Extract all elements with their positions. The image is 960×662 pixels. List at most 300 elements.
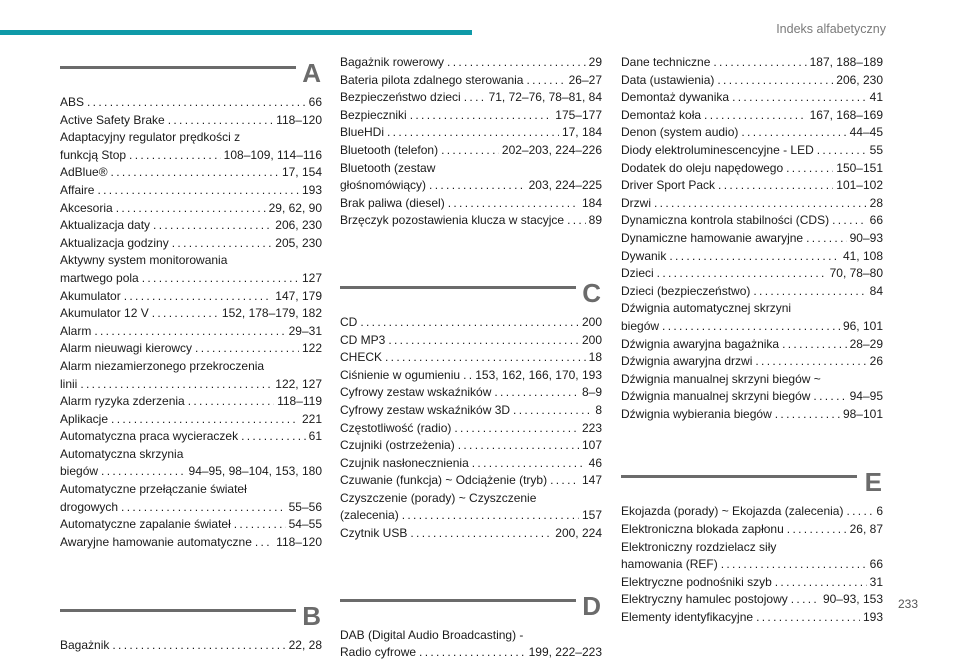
entry-page-reference[interactable]: 29 xyxy=(588,55,602,69)
section-letter: D xyxy=(582,590,601,621)
entry-line xyxy=(621,160,883,178)
entry-term: Aplikacje xyxy=(60,411,109,426)
dot-leader xyxy=(721,556,867,574)
dot-leader xyxy=(152,305,219,323)
entry-term: Aktualizacja godziny xyxy=(60,235,169,250)
entry-page-reference[interactable]: 18 xyxy=(588,350,602,365)
entry-line xyxy=(60,270,322,288)
entry-term: Elektryczny hamulec postojowy xyxy=(621,592,788,607)
entry-term-line: Bluetooth (zestaw xyxy=(340,160,436,175)
entry-term: Dźwignia awaryjna drzwi xyxy=(621,354,753,369)
index-entry xyxy=(621,353,883,371)
entry-page-reference[interactable]: 31 xyxy=(869,574,883,589)
index-entry xyxy=(621,539,883,574)
entry-term: Czytnik USB xyxy=(340,526,408,541)
dot-leader xyxy=(410,525,552,543)
entry-line xyxy=(621,388,883,406)
entry-page-reference[interactable]: 26 xyxy=(869,354,883,369)
entry-line xyxy=(621,54,883,72)
entry-page-reference[interactable]: 26–27 xyxy=(568,72,602,87)
entry-term: Bateria pilota zdalnego sterowania xyxy=(340,72,524,87)
index-entry xyxy=(621,406,883,424)
index-section xyxy=(621,54,883,423)
dot-leader xyxy=(129,147,221,165)
dot-leader xyxy=(732,89,867,107)
page-number: 233 xyxy=(897,597,918,611)
index-entry xyxy=(340,437,602,455)
entry-term: Brak paliwa (diesel) xyxy=(340,195,445,210)
dot-leader xyxy=(360,314,579,332)
entry-term: Affaire xyxy=(60,182,95,197)
entry-page-reference[interactable]: 55 xyxy=(869,142,883,157)
entry-page-reference[interactable]: 184 xyxy=(581,195,602,210)
entry-term: CHECK xyxy=(340,350,383,365)
index-entry xyxy=(340,490,602,525)
entry-page-reference[interactable]: 147 xyxy=(581,473,602,488)
entry-page-reference[interactable]: 175–177 xyxy=(555,107,602,122)
entry-line xyxy=(621,212,883,230)
entry-page-reference[interactable]: 89 xyxy=(588,213,602,228)
entry-page-reference[interactable]: 66 xyxy=(869,213,883,228)
entry-line xyxy=(340,177,602,195)
dot-leader xyxy=(669,248,840,266)
entry-term: Alarm xyxy=(60,323,92,338)
index-entry xyxy=(60,358,322,393)
entry-page-reference[interactable]: 200 xyxy=(581,332,602,347)
entry-line xyxy=(60,200,322,218)
dot-leader xyxy=(458,437,579,455)
page-header-title: Indeks alfabetyczny xyxy=(776,22,886,36)
entry-term: Diody elektroluminescencyjne - LED xyxy=(621,142,814,157)
entry-term: Dzieci (bezpieczeństwo) xyxy=(621,283,751,298)
entry-line xyxy=(621,107,883,125)
entry-term: Bagażnik rowerowy xyxy=(340,55,445,69)
entry-term: Elektryczne podnośniki szyb xyxy=(621,574,772,589)
index-entry xyxy=(621,212,883,230)
entry-line xyxy=(621,318,883,336)
index-entry xyxy=(621,72,883,90)
entry-line xyxy=(60,235,322,253)
entry-term: Data (ustawienia) xyxy=(621,72,715,87)
index-entry xyxy=(621,248,883,266)
dot-leader xyxy=(741,124,846,142)
dot-leader xyxy=(717,72,833,90)
index-entry xyxy=(60,112,322,130)
dot-leader xyxy=(419,644,526,662)
entry-page-reference[interactable]: 66 xyxy=(308,95,322,109)
entry-term-line: Aktywny system monitorowania xyxy=(60,253,228,268)
index-entry xyxy=(340,72,602,90)
entry-line xyxy=(340,455,602,473)
entry-page-reference[interactable]: 61 xyxy=(308,429,322,444)
entry-page-reference[interactable]: 202–203, 224–226 xyxy=(501,142,602,157)
dot-leader xyxy=(234,516,286,534)
entry-line xyxy=(621,72,883,90)
dot-leader xyxy=(87,94,306,112)
entry-term: CD MP3 xyxy=(340,332,386,347)
index-entry xyxy=(340,525,602,543)
index-column-1 xyxy=(60,54,322,655)
index-entry xyxy=(340,349,602,367)
dot-leader xyxy=(402,507,579,525)
entry-page-reference[interactable]: 221 xyxy=(301,411,322,426)
dot-leader xyxy=(657,265,827,283)
entry-page-reference[interactable]: 28–29 xyxy=(849,336,883,351)
index-column-3 xyxy=(621,54,883,627)
entry-line xyxy=(60,182,322,200)
entry-page-reference[interactable]: 206, 230 xyxy=(275,218,322,233)
entry-term-line: Alarm niezamierzonego przekroczenia xyxy=(60,358,265,373)
index-entry xyxy=(60,637,322,655)
entry-term-line: Adaptacyjny regulator prędkości z xyxy=(60,130,241,145)
dot-leader xyxy=(704,107,807,125)
entry-page-reference[interactable]: 17, 184 xyxy=(561,125,602,140)
entry-line xyxy=(60,376,322,394)
dot-leader xyxy=(662,318,840,336)
dot-leader xyxy=(124,288,273,306)
entry-line xyxy=(340,314,602,332)
entry-term: Automatyczna praca wycieraczek xyxy=(60,429,239,444)
entry-line xyxy=(60,164,322,182)
entry-term: Automatyczne zapalanie świateł xyxy=(60,517,231,532)
entry-term: Dynamiczna kontrola stabilności (CDS) xyxy=(621,213,830,228)
entry-line xyxy=(621,353,883,371)
dot-leader xyxy=(142,270,299,288)
entry-line xyxy=(340,472,602,490)
entry-page-reference[interactable]: 8 xyxy=(595,402,602,417)
dot-leader xyxy=(782,336,847,354)
entry-line xyxy=(60,147,322,165)
entry-term-line: Czyszczenie (porady) ~ Czyszczenie xyxy=(340,490,537,505)
dot-leader xyxy=(94,323,285,341)
entry-term-line: Automatyczne przełączanie świateł xyxy=(60,482,247,497)
section-letter: B xyxy=(302,601,321,632)
entry-line xyxy=(621,89,883,107)
entry-page-reference[interactable]: 71, 72–76, 78–81, 84 xyxy=(488,90,602,105)
dot-leader xyxy=(241,428,306,446)
entry-page-reference[interactable]: 167, 168–169 xyxy=(809,107,883,122)
index-entry xyxy=(621,177,883,195)
entry-page-reference[interactable]: 29, 62, 90 xyxy=(268,200,322,215)
section-rule xyxy=(340,286,576,289)
entry-page-reference[interactable]: 41, 108 xyxy=(842,248,883,263)
index-entry xyxy=(621,230,883,248)
entry-page-reference[interactable]: 84 xyxy=(869,283,883,298)
entry-term: Czuwanie (funkcja) ~ Odciążenie (tryb) xyxy=(340,473,548,488)
dot-leader xyxy=(786,160,833,178)
section-rule xyxy=(60,609,296,612)
dot-leader xyxy=(429,177,526,195)
entry-page-reference[interactable]: 200, 224 xyxy=(555,526,602,541)
entry-line xyxy=(340,507,602,525)
index-entry xyxy=(621,160,883,178)
entry-term: Dźwignia manualnej skrzyni biegów xyxy=(621,389,811,404)
index-entry xyxy=(340,472,602,490)
section-rule xyxy=(340,599,576,602)
index-entry xyxy=(60,393,322,411)
section-letter: C xyxy=(582,277,601,308)
dot-leader xyxy=(448,195,579,213)
entry-term: Driver Sport Pack xyxy=(621,178,716,193)
entry-line xyxy=(60,288,322,306)
header-accent-bar xyxy=(0,30,472,35)
index-entry xyxy=(60,288,322,306)
index-entry xyxy=(340,195,602,213)
index-entry xyxy=(340,107,602,125)
entry-page-reference[interactable]: 17, 154 xyxy=(281,165,322,180)
index-entry xyxy=(621,300,883,335)
entry-line xyxy=(621,406,883,424)
entry-page-reference[interactable]: 108–109, 114–116 xyxy=(223,147,322,162)
entry-line xyxy=(621,591,883,609)
dot-leader xyxy=(832,212,867,230)
index-entry xyxy=(621,142,883,160)
section-letter-header xyxy=(340,587,602,625)
section-letter: E xyxy=(864,467,882,498)
index-entry xyxy=(60,94,322,112)
entry-page-reference[interactable]: 6 xyxy=(876,504,883,519)
entry-page-reference[interactable]: 41 xyxy=(869,90,883,105)
entry-page-reference[interactable]: 157 xyxy=(581,508,602,523)
entry-line xyxy=(60,499,322,517)
entry-page-reference[interactable]: 22, 28 xyxy=(288,638,322,653)
index-entry xyxy=(60,217,322,235)
entry-page-reference[interactable]: 205, 230 xyxy=(275,235,322,250)
entry-page-reference[interactable]: 29–31 xyxy=(288,323,322,338)
entry-line xyxy=(621,574,883,592)
entry-line xyxy=(60,428,322,446)
entry-term: hamowania (REF) xyxy=(621,557,718,572)
index-entry xyxy=(621,195,883,213)
index-entry xyxy=(60,411,322,429)
dot-leader xyxy=(713,54,806,72)
entry-line xyxy=(60,340,322,358)
dot-leader xyxy=(813,388,846,406)
entry-line xyxy=(621,521,883,539)
entry-page-reference[interactable]: 90–93, 153 xyxy=(822,592,883,607)
index-entry xyxy=(621,609,883,627)
entry-page-reference[interactable]: 153, 162, 166, 170, 193 xyxy=(475,367,602,382)
entry-page-reference[interactable]: 46 xyxy=(588,455,602,470)
section-letter-header xyxy=(340,274,602,312)
entry-term: Dźwignia wybierania biegów xyxy=(621,406,772,421)
entry-page-reference[interactable]: 26, 87 xyxy=(849,522,883,537)
entry-term-line: DAB (Digital Audio Broadcasting) - xyxy=(340,627,524,642)
index-entry xyxy=(340,124,602,142)
entry-page-reference[interactable]: 70, 78–80 xyxy=(829,266,883,281)
dot-leader xyxy=(97,182,299,200)
entry-term: drogowych xyxy=(60,499,119,514)
entry-line xyxy=(621,283,883,301)
entry-page-reference[interactable]: 193 xyxy=(862,610,883,625)
entry-line xyxy=(340,332,602,350)
entry-term: Dodatek do oleju napędowego xyxy=(621,160,784,175)
entry-term: Aktualizacja daty xyxy=(60,218,151,233)
entry-line xyxy=(340,384,602,402)
dot-leader xyxy=(787,521,847,539)
dot-leader xyxy=(111,411,299,429)
dot-leader xyxy=(463,367,472,385)
entry-line xyxy=(340,54,602,72)
entry-line xyxy=(621,609,883,627)
entry-line xyxy=(60,393,322,411)
entry-line xyxy=(340,212,602,230)
entry-page-reference[interactable]: 66 xyxy=(869,557,883,572)
entry-term: Ekojazda (porady) ~ Ekojazda (zalecenia) xyxy=(621,504,844,519)
entry-page-reference[interactable]: 101–102 xyxy=(836,178,883,193)
entry-line xyxy=(340,367,602,385)
entry-page-reference[interactable]: 94–95, 98–104, 153, 180 xyxy=(188,464,322,479)
entry-line xyxy=(340,124,602,142)
index-entry xyxy=(60,481,322,516)
entry-page-reference[interactable]: 223 xyxy=(581,420,602,435)
dot-leader xyxy=(168,112,273,130)
index-entry xyxy=(60,235,322,253)
index-entry xyxy=(60,200,322,218)
dot-leader xyxy=(111,164,279,182)
entry-term: linii xyxy=(60,376,78,391)
entry-page-reference[interactable]: 107 xyxy=(581,438,602,453)
index-entry xyxy=(621,521,883,539)
entry-line xyxy=(621,195,883,213)
index-entry xyxy=(60,428,322,446)
index-entry xyxy=(340,627,602,662)
entry-term: Demontaż dywanika xyxy=(621,90,730,105)
entry-page-reference[interactable]: 187, 188–189 xyxy=(809,55,883,69)
dot-leader xyxy=(806,230,847,248)
dot-leader xyxy=(385,349,586,367)
dot-leader xyxy=(447,54,586,72)
dot-leader xyxy=(116,200,266,218)
entry-page-reference[interactable]: 8–9 xyxy=(581,385,602,400)
dot-leader xyxy=(567,212,586,230)
entry-term: martwego pola xyxy=(60,270,139,285)
dot-leader xyxy=(255,534,273,552)
index-entry xyxy=(340,89,602,107)
entry-line xyxy=(340,142,602,160)
dot-leader xyxy=(775,406,840,424)
entry-term: Czujnik nasłonecznienia xyxy=(340,455,469,470)
entry-page-reference[interactable]: 96, 101 xyxy=(842,318,883,333)
dot-leader xyxy=(112,637,285,655)
entry-line xyxy=(60,112,322,130)
dot-leader xyxy=(775,574,867,592)
entry-page-reference[interactable]: 150–151 xyxy=(836,160,883,175)
index-entry xyxy=(621,283,883,301)
section-rule xyxy=(60,66,296,69)
index-entry xyxy=(621,503,883,521)
index-entry xyxy=(340,54,602,72)
entry-page-reference[interactable]: 152, 178–179, 182 xyxy=(221,306,322,321)
entry-term: Cyfrowy zestaw wskaźników 3D xyxy=(340,402,511,417)
entry-term: Active Safety Brake xyxy=(60,112,165,127)
entry-line xyxy=(60,305,322,323)
entry-page-reference[interactable]: 98–101 xyxy=(842,406,883,421)
dot-leader xyxy=(755,353,866,371)
entry-page-reference[interactable]: 28 xyxy=(869,195,883,210)
dot-leader xyxy=(188,393,274,411)
index-section xyxy=(621,463,883,626)
entry-page-reference[interactable]: 54–55 xyxy=(288,517,322,532)
index-entry xyxy=(60,252,322,287)
index-section xyxy=(340,274,602,543)
entry-line xyxy=(340,525,602,543)
entry-line xyxy=(621,503,883,521)
entry-page-reference[interactable]: 44–45 xyxy=(849,125,883,140)
index-entry xyxy=(340,420,602,438)
entry-term: Ciśnienie w ogumieniu xyxy=(340,367,461,382)
entry-term-line: Dźwignia automatycznej skrzyni xyxy=(621,301,792,316)
entry-line xyxy=(60,217,322,235)
dot-leader xyxy=(387,124,559,142)
entry-line xyxy=(340,89,602,107)
entry-line xyxy=(621,556,883,574)
dot-leader xyxy=(153,217,272,235)
index-entry xyxy=(340,455,602,473)
entry-term: Radio cyfrowe xyxy=(340,645,417,660)
entry-term: Czujniki (ostrzeżenia) xyxy=(340,438,455,453)
entry-page-reference[interactable]: 55–56 xyxy=(288,499,322,514)
entry-term: Bagażnik xyxy=(60,638,110,653)
entry-page-reference[interactable]: 118–120 xyxy=(276,534,322,549)
dot-leader xyxy=(756,609,860,627)
index-entry xyxy=(60,129,322,164)
index-entry xyxy=(621,336,883,354)
entry-page-reference[interactable]: 147, 179 xyxy=(275,288,322,303)
entry-page-reference[interactable]: 127 xyxy=(301,270,322,285)
dot-leader xyxy=(494,384,579,402)
entry-page-reference[interactable]: 90–93 xyxy=(849,230,883,245)
section-letter: A xyxy=(302,58,321,88)
index-entry xyxy=(621,54,883,72)
index-entry xyxy=(60,340,322,358)
index-section xyxy=(340,587,602,662)
entry-page-reference[interactable]: 122, 127 xyxy=(275,376,322,391)
entry-term: Akumulator xyxy=(60,288,121,303)
entry-line xyxy=(340,420,602,438)
index-entry xyxy=(60,323,322,341)
dot-leader xyxy=(80,376,272,394)
section-letter-header xyxy=(60,54,322,92)
entry-term: funkcją Stop xyxy=(60,147,127,162)
dot-leader xyxy=(472,455,586,473)
entry-page-reference[interactable]: 200 xyxy=(581,314,602,329)
entry-page-reference[interactable]: 122 xyxy=(301,341,322,356)
dot-leader xyxy=(654,195,867,213)
index-entry xyxy=(340,384,602,402)
index-section xyxy=(340,54,602,230)
dot-leader xyxy=(172,235,273,253)
entry-page-reference[interactable]: 94–95 xyxy=(849,389,883,404)
index-entry xyxy=(60,516,322,534)
entry-page-reference[interactable]: 193 xyxy=(301,182,322,197)
index-entry xyxy=(621,89,883,107)
section-rule xyxy=(621,475,857,478)
entry-line xyxy=(340,349,602,367)
entry-line xyxy=(621,248,883,266)
entry-term-line: Dźwignia manualnej skrzyni biegów ~ xyxy=(621,371,821,386)
entry-page-reference[interactable]: 206, 230 xyxy=(836,72,883,87)
entry-line xyxy=(60,516,322,534)
entry-page-reference[interactable]: 203, 224–225 xyxy=(528,178,602,193)
index-entry xyxy=(340,402,602,420)
entry-page-reference[interactable]: 118–120 xyxy=(276,112,322,127)
entry-term: biegów xyxy=(621,318,660,333)
dot-leader xyxy=(464,89,486,107)
index-entry xyxy=(60,305,322,323)
entry-page-reference[interactable]: 118–119 xyxy=(277,394,322,409)
entry-page-reference[interactable]: 199, 222–223 xyxy=(528,645,602,660)
